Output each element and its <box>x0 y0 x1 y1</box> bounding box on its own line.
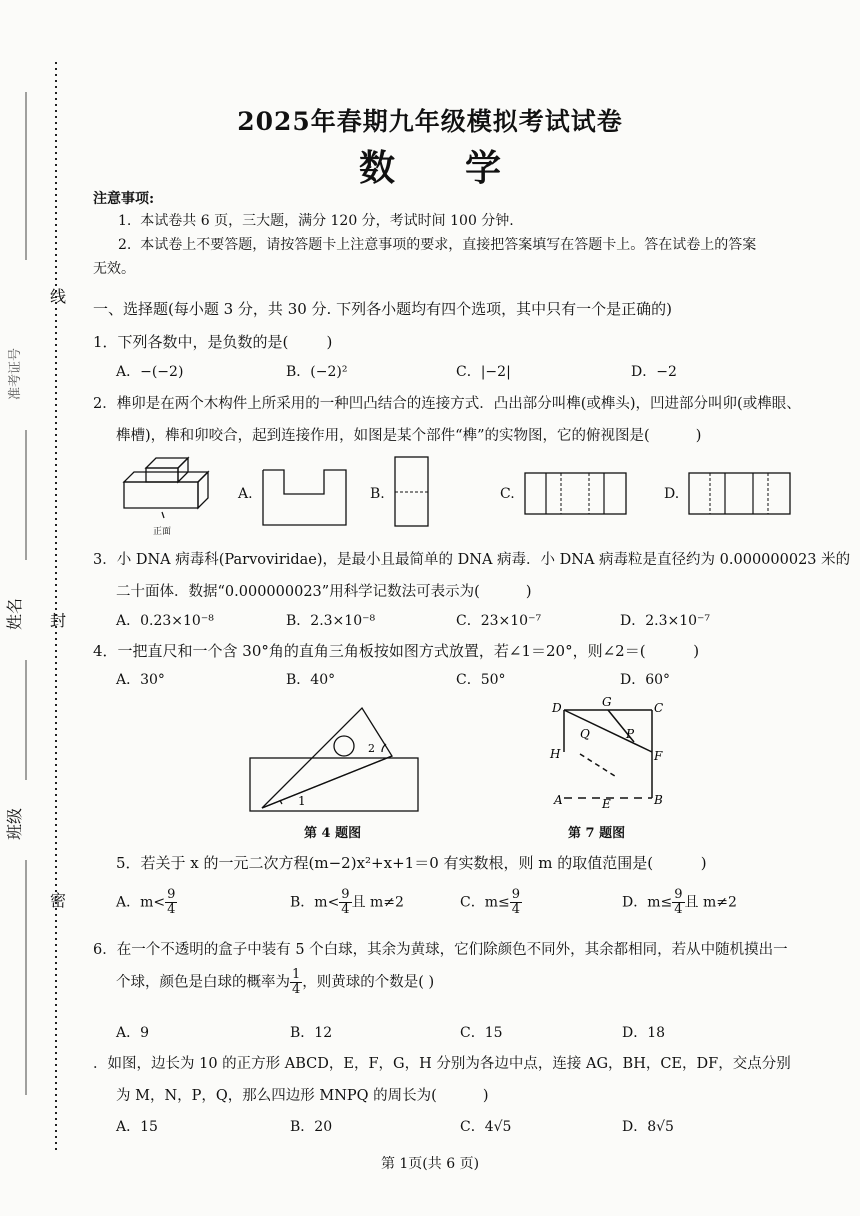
q6-line-2 <box>116 968 434 997</box>
fig4-caption: 第 4 题图 <box>304 826 362 841</box>
q4-angle-2-label: 2 <box>368 742 375 755</box>
q6-option-b: B．12 <box>290 1025 333 1041</box>
q3-option-d: D．2.3×10⁻⁷ <box>620 613 711 629</box>
fig7-label-F: F <box>654 749 663 763</box>
q3-option-b: B．2.3×10⁻⁸ <box>286 613 376 629</box>
margin-exam-no-label: 准考证号 <box>8 347 23 400</box>
q4-ruler-triangle-figure <box>246 700 422 816</box>
fig7-label-P: P <box>626 727 635 741</box>
q5-option-d-suffix: 且 m≠2 <box>684 894 737 911</box>
q6-probability-fraction <box>290 968 302 997</box>
margin-seal-label: 封 <box>50 611 67 630</box>
q4-option-c: C．50° <box>456 672 506 688</box>
notice-item-1: 1. 本试卷共 6 页，三大题，满分 120 分，考试时间 100 分钟. <box>118 213 514 229</box>
q6-option-a: A．9 <box>116 1025 150 1041</box>
fraction-numerator: 9 <box>674 887 683 902</box>
fig7-label-E: E <box>602 797 611 811</box>
q2-line-2: 榫槽)，榫和卯咬合，起到连接作用，如图是某个部件“榫”的实物图，它的俯视图是( ) <box>116 428 702 444</box>
section-heading: 一、选择题(每小题 3 分，共 30 分. 下列各小题均有四个选项，其中只有一个是正确的) <box>93 300 672 318</box>
q5-option-a <box>116 888 177 917</box>
q7-line-1: ．如图，边长为 10 的正方形 ABCD，E，F，G，H 分别为各边中点，连接 AG，BH，CE，DF，交点分别 <box>93 1056 791 1072</box>
q1-option-c: C．|−2| <box>456 364 511 380</box>
q2-option-a: A. <box>238 486 253 502</box>
margin-name-label: 姓名 <box>5 597 24 630</box>
fraction-numerator: 9 <box>167 887 176 902</box>
margin-line-label: 线 <box>50 287 67 306</box>
q5-option-c <box>460 888 522 917</box>
fig7-label-D: D <box>552 701 562 715</box>
q4-option-d: D．60° <box>620 672 671 688</box>
margin-secret-label: 密 <box>50 891 67 910</box>
fraction-denominator: 4 <box>167 902 176 917</box>
q7-square-figure <box>546 694 670 814</box>
fraction-denominator: 4 <box>674 902 683 917</box>
q2-option-c-figure <box>524 472 628 516</box>
q7-option-a: A．15 <box>116 1119 158 1135</box>
q7-option-d: D．8√5 <box>622 1119 674 1135</box>
fig7-caption: 第 7 题图 <box>568 826 626 841</box>
fig7-label-A: A <box>554 793 563 807</box>
q4-option-b: B．40° <box>286 672 336 688</box>
q5-stem: 5．若关于 x 的一元二次方程(m−2)x²+x+1＝0 有实数根，则 m 的取值范围是( ) <box>116 854 707 872</box>
notice-item-2: 2. 本试卷上不要答题，请按答题卡上注意事项的要求，直接把答案填写在答题卡上。答在试卷上的答案 <box>118 237 757 253</box>
q2-line-1: 2．榫卯是在两个木构件上所采用的一种凹凸结合的连接方式．凸出部分叫榫(或榫头)，凹进部分叫卯(或榫眼、 <box>93 396 801 412</box>
notice-heading: 注意事项: <box>93 191 155 207</box>
q3-line-2: 二十面体．数据“0.000000023”用科学记数法可表示为( ) <box>116 584 532 600</box>
q5-option-c-fraction <box>510 888 522 917</box>
page-footer: 第 1页(共 6 页) <box>380 1156 480 1172</box>
margin-class-label: 班级 <box>5 807 24 840</box>
fig7-label-G: G <box>602 695 612 709</box>
q1-option-a: A．−(−2) <box>116 364 184 380</box>
q7-option-c: C．4√5 <box>460 1119 512 1135</box>
fig7-label-H: H <box>550 747 561 761</box>
fig7-label-C: C <box>654 701 664 715</box>
q4-angle-1-label: 1 <box>298 794 306 808</box>
q2-front-label: 正面 <box>153 527 172 537</box>
subject-title: 数学 <box>358 147 571 189</box>
q5-option-b-suffix: 且 m≠2 <box>351 894 404 911</box>
fraction-denominator: 4 <box>341 902 350 917</box>
fig7-label-Q: Q <box>580 727 590 741</box>
q2-option-b: B. <box>370 486 385 502</box>
q6-line-2-post: ，则黄球的个数是( ) <box>302 974 435 991</box>
q5-option-d-fraction <box>672 888 684 917</box>
q2-option-c: C. <box>500 486 515 502</box>
q1-option-b: B．(−2)² <box>286 364 348 380</box>
q2-option-d: D. <box>664 486 680 502</box>
arrow-icon <box>162 512 164 518</box>
q2-option-d-figure <box>688 472 792 516</box>
fig7-label-B: B <box>654 793 663 807</box>
q5-option-d-text: D．m≤ <box>622 894 673 911</box>
q5-option-b <box>290 888 404 917</box>
q3-line-1: 3．小 DNA 病毒科(Parvoviridae)，是最小且最简单的 DNA 病毒．小 DNA 病毒粒是直径约为 0.000000023 米的 <box>93 552 851 568</box>
q1-option-d: D．−2 <box>631 364 677 380</box>
q5-option-a-fraction <box>165 888 177 917</box>
q5-option-c-text: C．m≤ <box>460 894 510 911</box>
q2-option-b-figure <box>394 456 430 528</box>
fraction-denominator: 4 <box>292 982 301 997</box>
fraction-numerator: 1 <box>292 967 301 982</box>
q5-option-b-text: B．m< <box>290 894 340 911</box>
q3-option-a: A．0.23×10⁻⁸ <box>116 613 214 629</box>
fraction-numerator: 9 <box>341 887 350 902</box>
exam-title: 2025年春期九年级模拟考试试卷 <box>237 107 623 136</box>
q4-stem: 4．一把直尺和一个含 30°角的直角三角板按如图方式放置，若∠1＝20°，则∠2＝( ) <box>93 642 700 660</box>
q5-option-d <box>622 888 737 917</box>
notice-item-2-cont: 无效。 <box>93 261 135 277</box>
q7-option-b: B．20 <box>290 1119 333 1135</box>
q1-stem: 1．下列各数中，是负数的是( ) <box>93 333 333 351</box>
q2-option-a-figure <box>262 469 348 527</box>
q6-line-1: 6．在一个不透明的盒子中装有 5 个白球，其余为黄球，它们除颜色不同外，其余都相同，若从中随机摸出一 <box>93 942 788 958</box>
q5-option-b-fraction <box>339 888 351 917</box>
q3-option-c: C．23×10⁻⁷ <box>456 613 542 629</box>
q6-option-c: C．15 <box>460 1025 503 1041</box>
q4-option-a: A．30° <box>116 672 165 688</box>
fraction-numerator: 9 <box>511 887 520 902</box>
q6-line-2-pre: 个球，颜色是白球的概率为 <box>116 974 290 991</box>
q5-option-a-text: A．m< <box>116 894 166 911</box>
q6-option-d: D．18 <box>622 1025 666 1041</box>
q7-line-2: 为 M，N，P，Q，那么四边形 MNPQ 的周长为( ) <box>116 1088 489 1104</box>
fraction-denominator: 4 <box>511 902 520 917</box>
q2-tenon-figure <box>116 446 226 536</box>
